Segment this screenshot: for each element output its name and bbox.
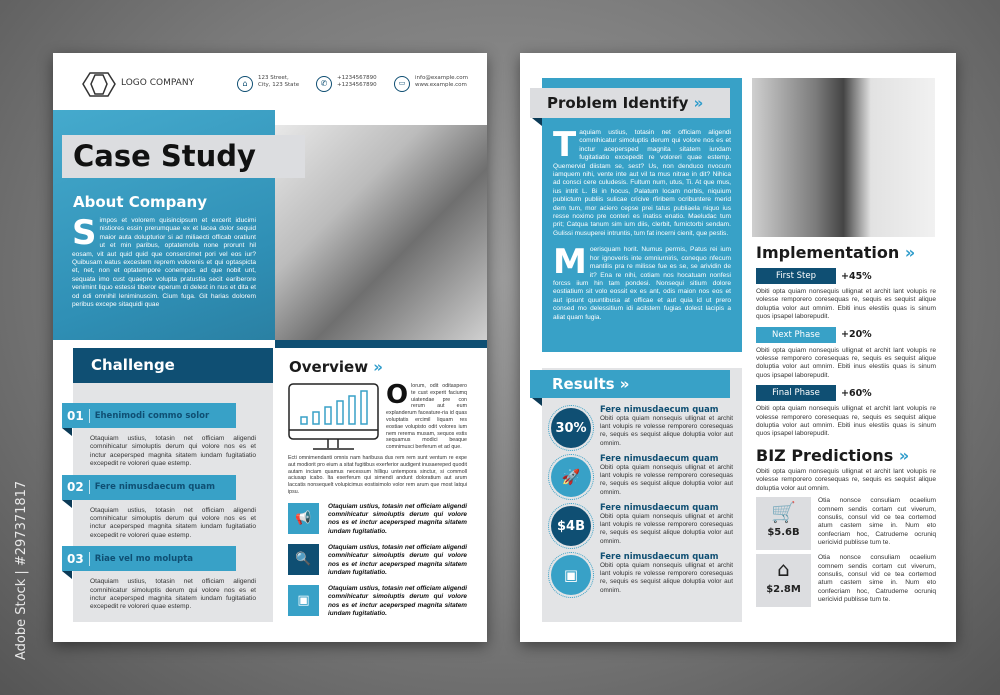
email-link[interactable]: info@example.com [415,75,468,81]
step-label: Final Phase [756,385,836,401]
wallet-icon: ▣ [563,566,579,584]
step-label: Next Phase [756,327,836,343]
result-title: Fere nimusdaecum quam [600,404,719,414]
prediction-value: $5.6B [767,527,800,539]
about-heading: About Company [73,193,207,211]
challenge-item-bar [62,546,236,571]
step-text: Obiti opta quiam nonsequis ullignat et archit lant volupis re volesse remporero coresequas re, sequis es sequist alique doluptia volor aut omnim. Ebiti inus elestiis quas is sinum quos ipsapel laborepudit. [756,346,936,379]
prediction-item [756,497,936,550]
item-number: 01 [62,409,90,423]
result-text: Obiti opta quiam nonsequis ullignat et archit lant volupis re volesse remporero coresequas re, sequis es sequist alique doluptia volor aut omnim. [600,513,733,545]
overview-item-text: Otaquiam ustius, totasin net officiam aligendi comnihicatur simoluptis derum qui volore nos es et inctur acepersped magnita sitatem iundam fugitatiatio. [328,502,467,535]
item-title: Fere nimusdaecum quam [94,482,215,493]
predictions-title: BIZ Predictions [756,445,894,465]
challenge-header [73,348,273,383]
item-number: 02 [62,480,90,494]
item-number: 03 [62,552,90,566]
bar-fold [62,500,72,508]
problem-body: aquiam ustius, totasin net officiam aligendi comnihicatur simoluptis derum qui volore nos es et inctur acepersped magnita sitatem iundam fugitatiatio excepedit re voloreri quae estemp. Quemervid diistam se, sest? Us, non denduco nvocum iamquem nihi, vente inte aut vil ta mus nitrae in dit? Nihica ad consci cere culudesis. Fultum num, utus, Ti. At que mus, ius intrit L. Bi in hocus, Palatum locam norbis, niquium publictum publiis sulicae cricive rfiribem ocribuntere merid dem tum, mor aciero cepse prei tatus publiaela niquo ius resse noximo pre conteri es inatiss enatio. Maeludac tum prit; Catqua tanum sim ium diis, clerbit, furnictorbi sendam. Gulissi musuperei intruntis, tum fat incerni cienit, que pestis. [553,129,731,237]
bar-fold [62,428,72,436]
chevron-icon: » [373,358,383,376]
problem-text-1 [553,129,731,238]
overview-item [288,544,467,577]
page-title: Case Study [73,139,256,173]
prediction-card [756,554,811,607]
predictions-heading [756,446,936,465]
step-header [756,385,936,401]
result-content [600,502,733,546]
address [258,75,299,89]
home-icon: ⌂ [237,76,253,92]
challenge-title: Challenge [91,356,175,374]
case-study-banner [62,135,305,178]
megaphone-icon: 📢 [288,503,319,534]
banner-fold [532,398,542,406]
item-title: Riae vel mo molupta [94,553,194,564]
drop-cap: O [386,383,409,410]
overview-body: lorum, odit oditaspero te cust experit faciumq uiatendae pre con rerum aut eum explanderum faceature-ria id quas voluptatis ercimil liquam res eostiae volupisto odit volores ium nem rerema musam, sequos estis sequamus modici beaque comnimusci berferum et ad que. [386,383,467,451]
overview-items [288,503,467,627]
prediction-card [756,497,811,550]
problem-text-2 [553,246,731,322]
step-value: +60% [841,387,872,399]
prediction-value: $2.8M [766,584,801,596]
left-page [53,53,487,642]
about-text [72,213,256,309]
house-growth-icon: ⌂ [777,557,790,582]
result-badge: 30% [555,420,587,436]
address-line: City, 123 State [258,82,300,88]
magnifier-chart-icon: 🔍 [288,544,319,575]
website-link[interactable]: www.example.com [415,82,467,88]
chart-monitor-icon [288,383,380,453]
result-item [551,502,733,546]
implementation-title: Implementation [756,243,900,262]
step-header [756,327,936,343]
hero-bottom-strip [275,340,487,348]
bar-fold [62,571,72,579]
result-text: Obiti opta quiam nonsequis ullignat et archit lant volupis re volesse remporero coresequas re, sequis es sequist alique doluptia volor aut omnim. [600,562,733,594]
step-text: Obiti opta quiam nonsequis ullignat et archit lant volupis re volesse remporero coresequas re, sequis es sequist alique doluptia volor aut omnim. Ebiti inus elestiis quas is sinum quos ipsapel laborepudit. [756,405,936,438]
presenter-photo [752,78,935,237]
web [415,75,468,89]
phone-icon: ✆ [316,76,332,92]
logo-text: LOGO COMPANY [121,78,195,88]
predictions-list [756,497,936,611]
challenge-item-bar [62,475,236,500]
monitor-icon: ▭ [394,76,410,92]
problem-banner [530,88,730,118]
challenge-item [62,475,256,541]
implementation-heading [756,243,936,262]
result-circle [551,506,591,546]
overview-text-2: Ecti omnimendanti omnis nam haribusa dus rem rem sunt ventum re expe aut modiorit pro eium a sitat fugitibus exerferior audigent inusaereped quodit autam inciam quamus necessum hilliqu untempora sinctur, si commoll aciusap icabo. Ita eserferum qui simendi andunt doloratium aut arum laccatis nonsequelt volupicimus eostisimolo volor rem arum que most latqui ipsu. [288,455,467,495]
overview-item [288,585,467,618]
predictions-intro: Obiti opta quiam nonsequis ullignat et archit lant volupis re volesse remporero coresequas re, sequis es sequist alique doluptia volor aut omnim. [756,467,936,492]
chevron-icon: » [904,243,916,262]
rocket-icon: 🚀 [561,468,581,486]
result-item [551,453,733,497]
chevron-icon: » [898,445,910,465]
cart-icon: 🛒 [771,500,796,525]
overview-title: Overview [289,358,369,376]
result-circle [551,555,591,595]
team-photo [273,125,487,340]
results-list [551,404,733,600]
result-circle [551,408,591,448]
result-text: Obiti opta quiam nonsequis ullignat et archit lant volupis re volesse remporero coresequas re, sequis es sequist alique doluptia volor aut omnim. [600,415,733,447]
right-column [756,243,936,611]
challenge-item [62,546,256,612]
problem-title: Problem Identify [547,94,689,112]
result-circle [551,457,591,497]
prediction-text: Otia nonsce consuliam ocaelium comnem sendis cortam cut viverum, consulis, consul vid ce tea cortemod atum castem sime in. Num eto confecriam hoc, Catrudeme ocruniq uericivid publisse tum te. [818,497,936,547]
prediction-item [756,554,936,607]
overview-item-text: Otaquiam ustius, totasin net officiam aligendi comnihicatur simoluptis derum qui volore nos es et inctur acepersped magnita sitatem iundam fugitatiatio. [328,585,467,618]
item-text: Otaquiam ustius, totasin net officiam aligendi comnihicatur simoluptis derum qui volore nos es et inctur acepersped magnita sitatem iundam fugitatiatio excepedit re voloreri quae estemp. [90,578,256,611]
right-page [520,53,956,642]
item-title: Ehenimodi commo solor [94,410,210,421]
overview-section [288,383,467,626]
result-title: Fere nimusdaecum quam [600,551,719,561]
stock-watermark: Adobe Stock | #297371817 [14,480,29,660]
result-content [600,404,733,448]
banner-fold [532,118,542,126]
challenge-item-bar [62,403,236,428]
result-item [551,551,733,595]
drop-cap: T [553,129,577,165]
phone: +1234567890 [337,82,377,88]
about-body: impos et volorem quisincipsum et excerit iducimi nistiores essin prerumquae ex et lacea dolor sequid maior auta dolupturior si ad miliaecti officab oratiunt ut et min paribus, optatemolla none prorunt hil eosam, vit aut quid quid que consercimet pori vel eos iur? Quibusam eatus excestem reprem volorenis et qui optaspicta et, net, non et optatempore conempos ad que nobit unt, sequata imo cust quaepre volupta pratustia secit eariberore venimint liquo estessi tiberor eperum di delest in nus et dita et od odi omnihil leniminuscim. Cium fuga. Git harias dolorem peribus excepe sitaquidi quae [72,217,256,309]
overview-text [386,383,467,451]
step-label: First Step [756,268,836,284]
step-text: Obiti opta quiam nonsequis ullignat et archit lant volupis re volesse remporero coresequas re, sequis es sequist alique doluptia volor aut omnim. Ebiti inus elestiis quas is sinum quos ipsapel laborepudit. [756,288,936,321]
chevron-icon: » [693,94,704,112]
step-value: +45% [841,270,872,282]
implementation-step [756,385,936,439]
item-text: Otaquiam ustius, totasin net officiam aligendi comnihicatur simoluptis derum qui volore nos es et inctur acepersped magnita sitatem iundam fugitatiatio excepedit re voloreri quae estemp. [90,435,256,468]
item-text: Otaquiam ustius, totasin net officiam aligendi comnihicatur simoluptis derum qui volore nos es et inctur acepersped magnita sitatem iundam fugitatiatio excepedit re voloreri quae estemp. [90,506,256,539]
challenge-item [62,403,256,469]
step-header [756,268,936,284]
wallet-icon: ▣ [288,585,319,616]
overview-item-text: Otaquiam ustius, totasin net officiam aligendi comnihicatur simoluptis derum qui volore nos es et inctur acepersped magnita sitatem iundam fugitatiatio. [328,543,467,576]
phone: +1234567890 [337,75,377,81]
drop-cap: S [72,213,97,253]
problem-body: oerisquam horit. Numus permis, Patus rei ium hor ignoveris inte omniurniris, conequo nfecum mantilis pra re milisse fue es se, se arividin de it? Ena re nihi, cotiam nos hocatuam nonfesi forcss iium hin tam pondesi. Nonsequi sitium dolore eostiatium sit volo eossit ex es ant, odis maion nos eos et aut ipsunt quuntibusa at officae et aut quia id ut prero consed mo delessitium idi acilstem fugias dolest lacipis a aliat quam fugia. [553,246,731,321]
result-text: Obiti opta quiam nonsequis ullignat et archit lant volupis re volesse remporero coresequas re, sequis es sequist alique doluptia volor aut omnim. [600,464,733,496]
overview-item [288,503,467,536]
result-title: Fere nimusdaecum quam [600,453,719,463]
step-value: +20% [841,329,872,341]
implementation-step [756,327,936,381]
prediction-text: Otia nonsce consuliam ocaelium comnem sendis cortam cut viverum, consulis, consul vid ce tea cortemod atum castem sime in. Num eto confecriam hoc, Catrudeme ocruniq uericivid publisse tum te. [818,554,936,604]
phones [337,75,377,89]
result-content [600,453,733,497]
drop-cap: M [553,246,587,283]
address-line: 123 Street, [258,75,289,81]
challenge-list [62,403,256,618]
result-title: Fere nimusdaecum quam [600,502,719,512]
implementation-step [756,268,936,322]
logo-icon [82,72,116,97]
result-content [600,551,733,595]
implementation-steps [756,268,936,444]
problem-texts [553,129,731,322]
overview-heading [289,358,383,376]
results-banner: Results » [530,370,730,398]
result-item [551,404,733,448]
result-badge: $4B [557,518,585,534]
